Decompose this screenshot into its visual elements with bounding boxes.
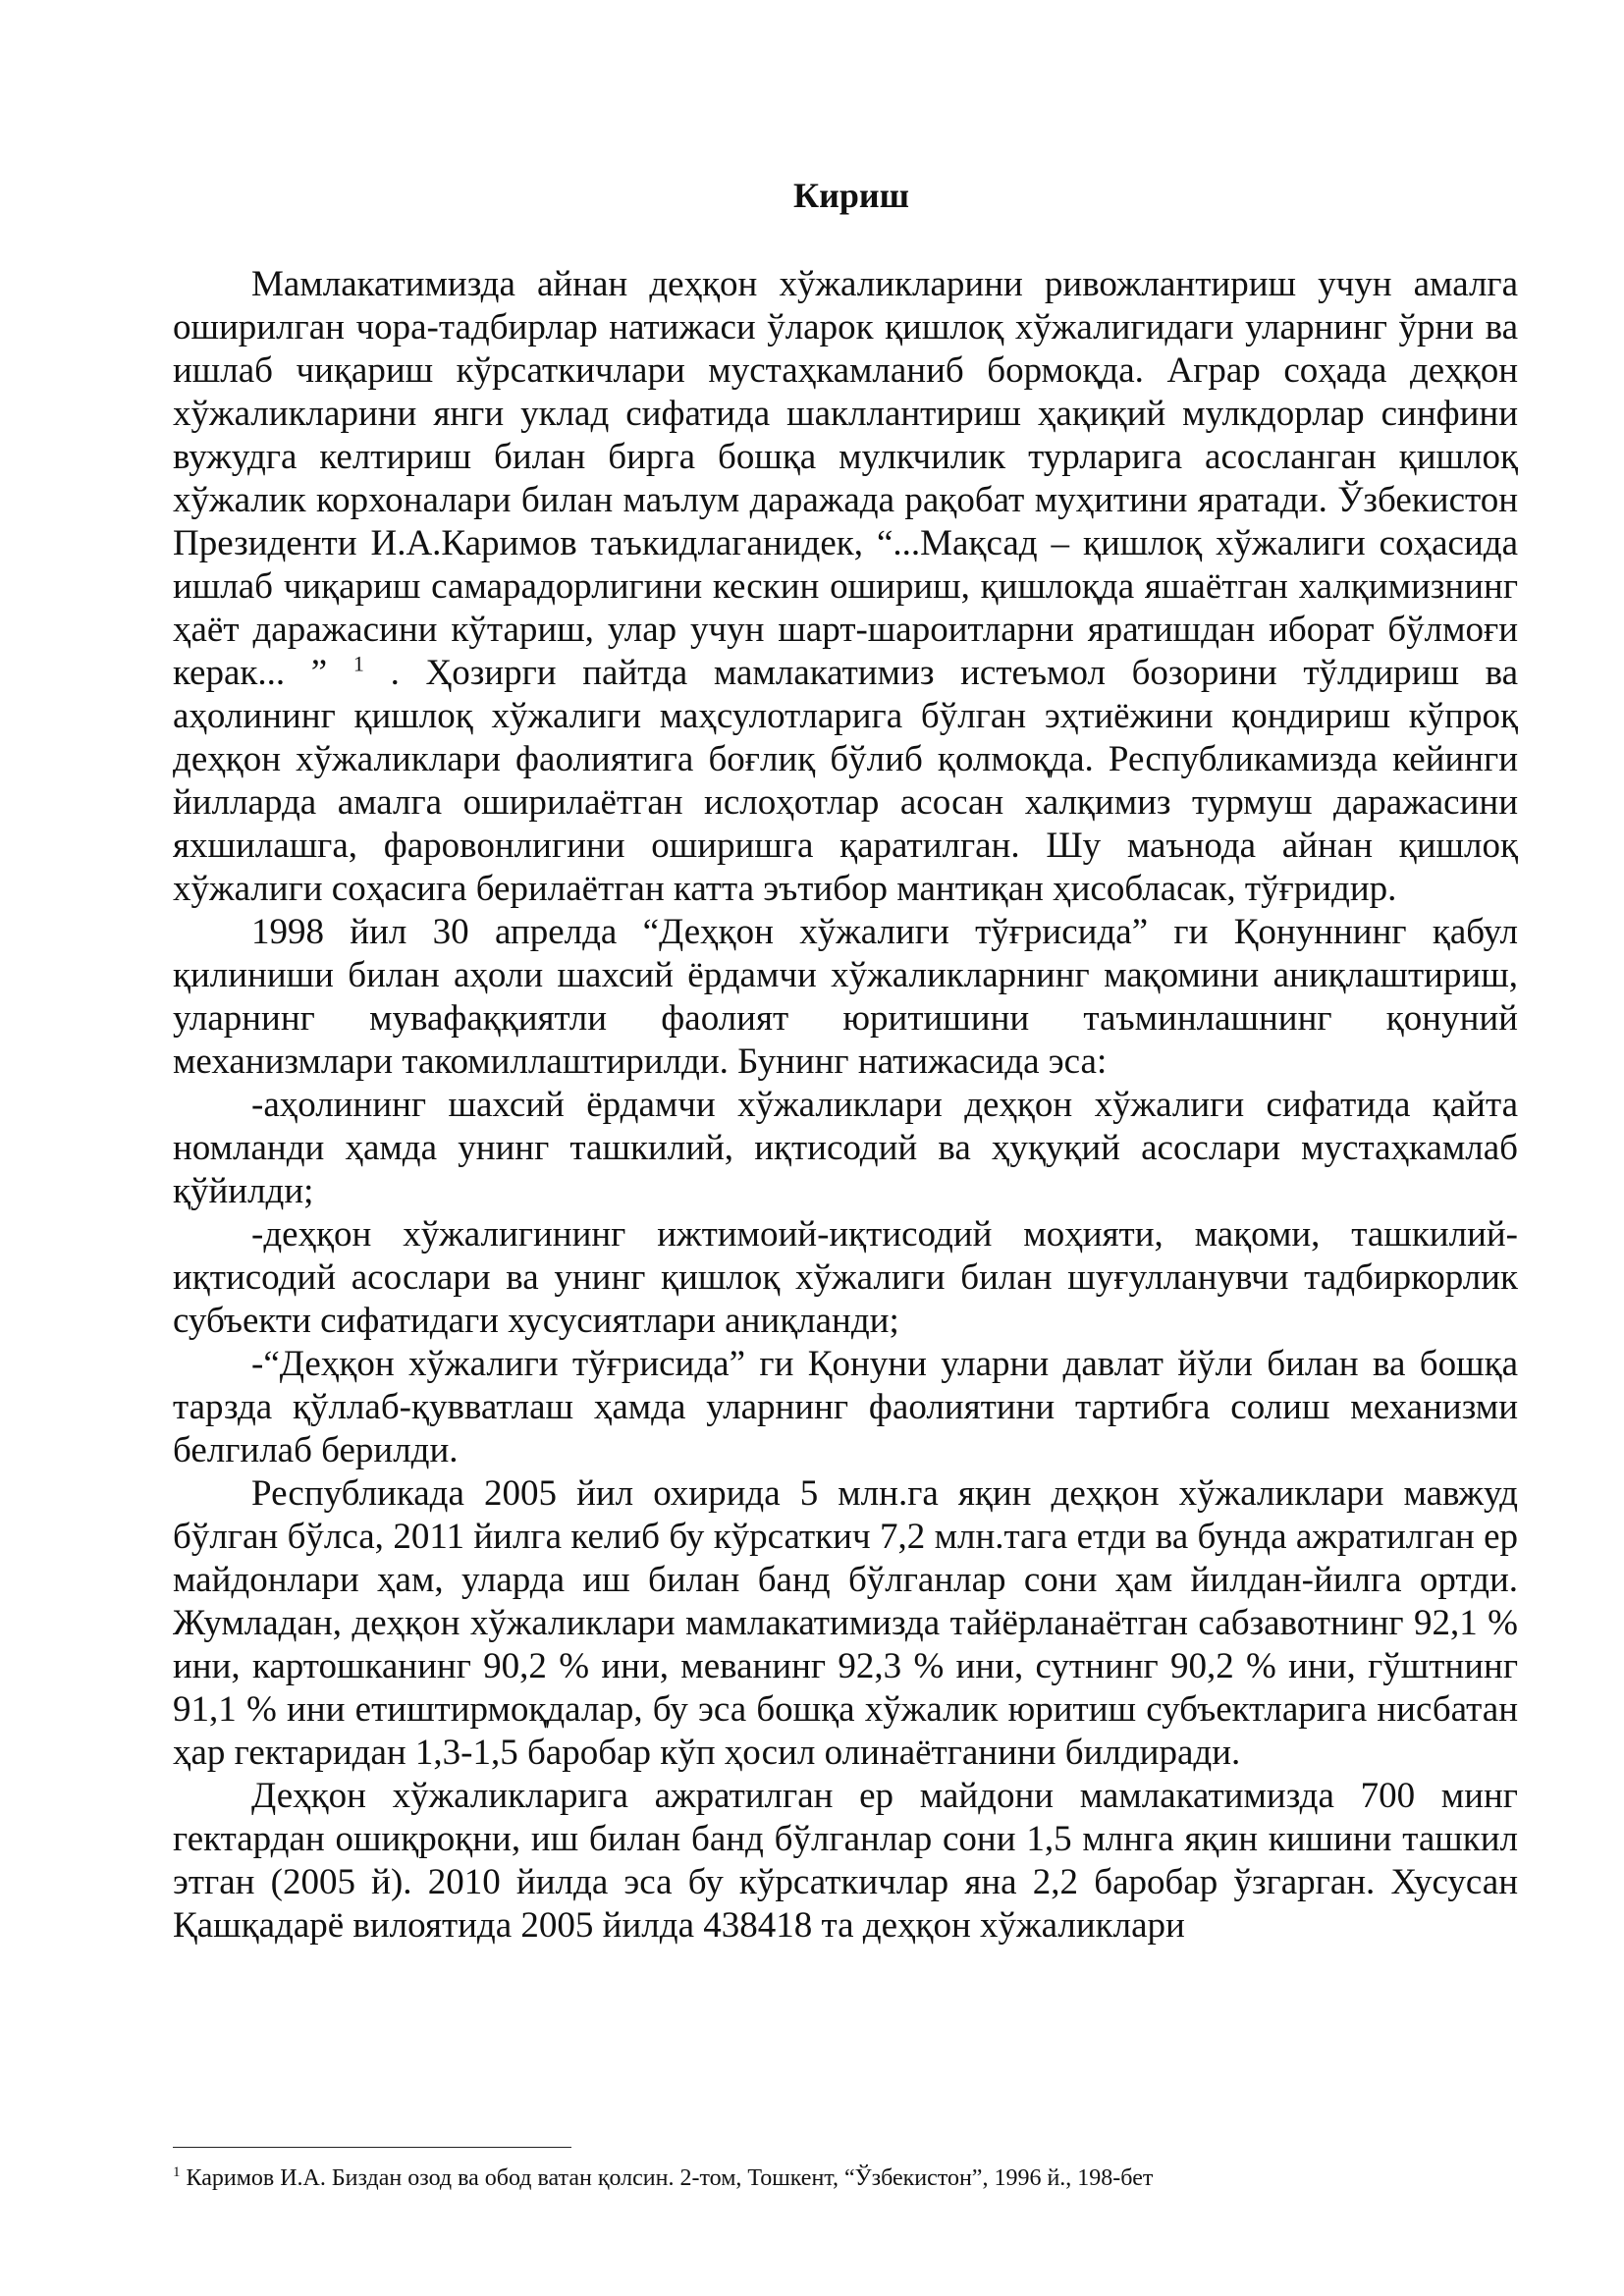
paragraph-2: 1998 йил 30 апрелда “Деҳқон хўжалиги тўғрисида” ги Қонуннинг қабул қилиниши билан аҳоли шахсий ёрдамчи хўжаликларнинг мақомини аниқлаштириш, уларнинг мувафаққиятли фаолият юритишини таъминлашнинг қонуний механизмлари такомиллаштирилди. Бунинг натижасида эса: [173, 912, 1518, 1082]
footnote-mark: 1 [173, 2164, 181, 2180]
paragraph-land-area: Деҳқон хўжаликларига ажратилган ер майдони мамлакатимизда 700 минг гектардан ошиқроқни, иш билан банд бўлганлар сони 1,5 млнга яқин кишини ташкил этган (2005 й). 2010 йилда эса бу кўрсаткичлар яна 2,2 баробар ўзгарган. Хусусан Қашқадарё вилоятида 2005 йилда 438418 та деҳқон хўжаликлари [173, 1776, 1518, 1946]
paragraph-1-text: Мамлакатимизда айнан деҳқон хўжаликларини ривожлантириш учун амалга оширилган чора-тадбирлар натижаси ўларок қишлоқ хўжалигидаги уларнинг ўрни ва ишлаб чиқариш кўрсаткичлари мустаҳкамланиб бормоқда. Аграр соҳада деҳқон хўжаликларини янги уклад сифатида шакллантириш ҳақиқий мулкдорлар синфини вужудга келтириш билан бирга бошқа мулкчилик турларига асосланган қишлоқ хўжалик корхоналари билан маълум даражада рақобат муҳитини яратади. Ўзбекистон Президенти И.А.Каримов таъкидлаганидек, “...Мақсад – қишлоқ хўжалиги соҳасида ишлаб чиқариш самарадорлигини кескин ошириш, қишлоқда яшаётган халқимизнинг ҳаёт даражасини кўтариш, улар учун шарт-шароитларни яратишдан иборат бўлмоғи керак... ” [173, 264, 1518, 693]
body-text [173, 263, 1518, 1948]
list-item: -аҳолининг шахсий ёрдамчи хўжаликлари деҳқон хўжалиги сифатида қайта номланди ҳамда унинг ташкилий, иқтисодий ва ҳуқуқий асослари мустаҳкамлаб қўйилди; [173, 1085, 1518, 1211]
footnote-text: Каримов И.А. Биздан озод ва обод ватан қолсин. 2-том, Тошкент, “Ўзбекистон”, 1996 й., 198-бет [186, 2165, 1154, 2191]
paragraph-statistics: Республикада 2005 йил охирида 5 млн.га яқин деҳқон хўжаликлари мавжуд бўлган бўлса, 2011 йилга келиб бу кўрсаткич 7,2 млн.тага етди ва бунда ажратилган ер майдонлари ҳам, уларда иш билан банд бўлганлар сони ҳам йилдан-йилга ортди. Жумладан, деҳқон хўжаликлари мамлакатимизда тайёрланаётган сабзавотнинг 92,1 % ини, картошканинг 90,2 % ини, меванинг 92,3 % ини, сутнинг 90,2 % ини, гўштнинг 91,1 % ини етиштирмоқдалар, бу эса бошқа хўжалик юритиш субъектларига нисбатан ҳар гектаридан 1,3-1,5 баробар кўп ҳосил олинаётганини билдиради. [173, 1473, 1518, 1773]
footnote [173, 2163, 1518, 2193]
footnote-separator [173, 2147, 571, 2148]
paragraph-1-continuation: . Ҳозирги пайтда мамлакатимиз истеъмол бозорини тўлдириш ва аҳолининг қишлоқ хўжалиги маҳсулотларига бўлган эҳтиёжини қондириш кўпроқ деҳқон хўжаликлари фаолиятига боғлиқ бўлиб қолмоқда. Республикамизда кейинги йилларда амалга оширилаётган ислоҳотлар асосан халқимиз турмуш даражасини яхшилашга, фаровонлигини оширишга қаратилган. Шу маънода айнан қишлоқ хўжалиги соҳасига берилаётган катта эътибор мантиқан ҳисобласак, тўғридир. [173, 653, 1519, 909]
footnote-reference[interactable]: 1 [352, 651, 364, 676]
list-item: -деҳқон хўжалигининг ижтимоий-иқтисодий моҳияти, мақоми, ташкилий-иқтисодий асослари ва унинг қишлоқ хўжалиги билан шуғулланувчи тадбиркорлик субъекти сифатидаги хусусиятлари аниқланди; [173, 1214, 1518, 1341]
list-item: -“Деҳқон хўжалиги тўғрисида” ги Қонуни уларни давлат йўли билан ва бошқа тарзда қўллаб-қувватлаш ҳамда уларнинг фаолиятини тартибга солиш механизми белгилаб берилди. [173, 1344, 1518, 1470]
paragraph-1 [173, 263, 1518, 911]
page-title: Кириш [792, 176, 909, 215]
